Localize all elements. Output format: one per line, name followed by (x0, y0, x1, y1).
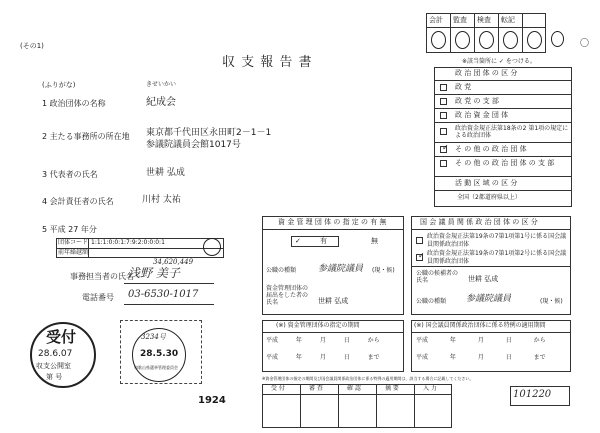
approval-label-4: 転記 (501, 16, 515, 24)
approval-seal-extra (551, 31, 564, 47)
period-right-heading: (※) 国会議員関係政治団体に係る特例の適用期間 (414, 322, 546, 329)
category-item-5: そ の 他 の 政 治 団 体 (455, 145, 527, 153)
prev-code-label: 前年繰越額 (58, 249, 89, 256)
period-left-to: 平成 年 月 日 まで (266, 354, 380, 361)
year-label: 5 平成 27 年分 (42, 225, 97, 234)
proc-header-4: 摘 要 (385, 385, 399, 392)
area-value: 全国（2都道府県以上） (457, 194, 521, 201)
period-right-from: 平成 年 月 日 から (416, 337, 546, 344)
rep-value: 世耕 弘成 (146, 168, 185, 178)
code-seal (203, 238, 221, 256)
page-label: (その1) (20, 42, 44, 50)
proc-header-3: 確 認 (347, 385, 361, 392)
sheet-no: 101220 (513, 389, 552, 400)
fund-yes-check-icon: ✓ (295, 237, 301, 245)
phone-label: 電話番号 (82, 293, 114, 302)
approval-grid (426, 13, 546, 53)
approval-label-2: 監査 (453, 16, 467, 24)
rep-label: 3 代表者の氏名 (42, 170, 98, 179)
approval-seal-1 (431, 31, 446, 49)
date-stamp-bottom: 和歌山県選挙管理委員会 (134, 365, 178, 370)
phone-value: 03-6530-1017 (128, 289, 199, 300)
fund-no-label: 無 (371, 237, 378, 245)
office-label: 2 主たる事務所の所在地 (42, 132, 130, 141)
proc-header-2: 審 査 (309, 385, 323, 392)
category-item-6: そ の 他 の 政 治 団 体 の 支 部 (455, 159, 555, 167)
category-item-1: 政 党 (455, 83, 472, 91)
member-candidate-value: 世耕 弘成 (468, 275, 499, 283)
period-left-heading: (※) 資金管理団体の指定の期間 (276, 322, 360, 329)
category-item-4: 政治資金規正法第18条の2 第1項の規定による政治団体 (455, 125, 569, 140)
org-name-value: 紀成会 (146, 97, 176, 108)
checkbox-party[interactable] (440, 84, 447, 91)
member-candidate-label: 公職の候補者の氏名 (416, 270, 459, 285)
category-item-3: 政 治 資 金 団 体 (455, 111, 509, 119)
receipt-stamp-dept: 収支公開室 (36, 362, 71, 370)
page-number: 1924 (198, 395, 226, 406)
proc-header-5: 入 力 (423, 385, 437, 392)
margin-mark: 〇 (580, 39, 590, 49)
member-row-2: 政治資金規正法第19条の7第1項第2号に係る国会議員関係政治団体 (427, 250, 567, 265)
staff-value: 浅野 美子 (128, 266, 180, 280)
proc-header-1: 受 付 (271, 385, 285, 392)
fund-designator-label: 資金管理団体の届出をした者の氏名 (266, 285, 309, 307)
check-note: ※該当箇所に ✓ をつける。 (462, 58, 536, 65)
fund-designator-value: 世耕 弘成 (318, 297, 349, 305)
office-line-2: 参議院議員会館1017号 (146, 140, 241, 150)
furigana-value: きせいかい (146, 81, 177, 88)
code-label: 団体コード (58, 239, 89, 246)
checkbox-member-1[interactable] (416, 237, 423, 244)
checkbox-other-branch[interactable] (440, 160, 447, 167)
approval-seal-5 (527, 31, 542, 49)
checkbox-article-18[interactable] (440, 128, 447, 135)
acct-label: 4 会計責任者の氏名 (42, 197, 114, 206)
code-value: 1:1:1:0:0:1:7:9:2:0:0:0:1 (91, 239, 165, 246)
fund-post-value: 参議院議員 (318, 264, 364, 274)
org-name-label: 1 政治団体の名称 (42, 99, 106, 108)
fund-post-label: 公職の種類 (266, 267, 297, 274)
document-title: 収 支 報 告 書 (222, 55, 313, 70)
date-stamp-top: 3234号 (141, 333, 166, 341)
office-line-1: 東京都千代田区永田町2－1－1 (146, 128, 272, 138)
checkmark-icon: ✓ (442, 143, 449, 152)
approval-label-1: 会計 (429, 16, 443, 24)
checkbox-fund-group[interactable] (440, 112, 447, 119)
member-post-suffix: (現・候) (540, 298, 563, 305)
prev-amount: 34,620,449 (153, 258, 194, 266)
category-item-2: 政 党 の 支 部 (455, 97, 499, 105)
approval-seal-2 (455, 31, 470, 49)
acct-value: 川村 太祐 (142, 195, 181, 205)
staff-label: 事務担当者の氏名 (70, 272, 134, 281)
category-heading: 政 治 団 体 の 区 分 (455, 69, 518, 77)
member-post-label: 公職の種類 (416, 298, 447, 305)
approval-label-3: 検査 (477, 16, 491, 24)
approval-seal-3 (479, 31, 494, 49)
area-heading: 活 動 区 域 の 区 分 (455, 179, 518, 187)
receipt-stamp-title: 受付 (46, 328, 77, 346)
footnote: ※資金管理団体の指定の期間及び国会議員関係政治団体に係る特例の適用期間は、該当する場合に記載してください。 (262, 376, 474, 381)
checkbox-party-branch[interactable] (440, 98, 447, 105)
fund-yes-label: 有 (320, 237, 327, 245)
member-check-icon: ✓ (418, 251, 425, 260)
receipt-stamp-no: 第 号 (46, 373, 63, 381)
period-right-to: 平成 年 月 日 まで (416, 354, 546, 361)
approval-seal-4 (503, 31, 518, 49)
member-row-1: 政治資金規正法第19条の7第1項第1号に係る国会議員関係政治団体 (427, 233, 567, 248)
furigana-label: (ふりがな) (42, 81, 76, 89)
receipt-stamp-date: 28.6.07 (38, 349, 73, 359)
member-heading: 国 会 議 員 関 係 政 治 団 体 の 区 分 (420, 218, 538, 226)
member-post-value: 参議院議員 (466, 294, 512, 304)
fund-heading: 資 金 管 理 団 体 の 指 定 の 有 無 (278, 218, 387, 226)
date-stamp-date: 28.5.30 (140, 349, 179, 359)
fund-post-suffix: (現・候) (372, 267, 395, 274)
period-left-from: 平成 年 月 日 から (266, 337, 380, 344)
